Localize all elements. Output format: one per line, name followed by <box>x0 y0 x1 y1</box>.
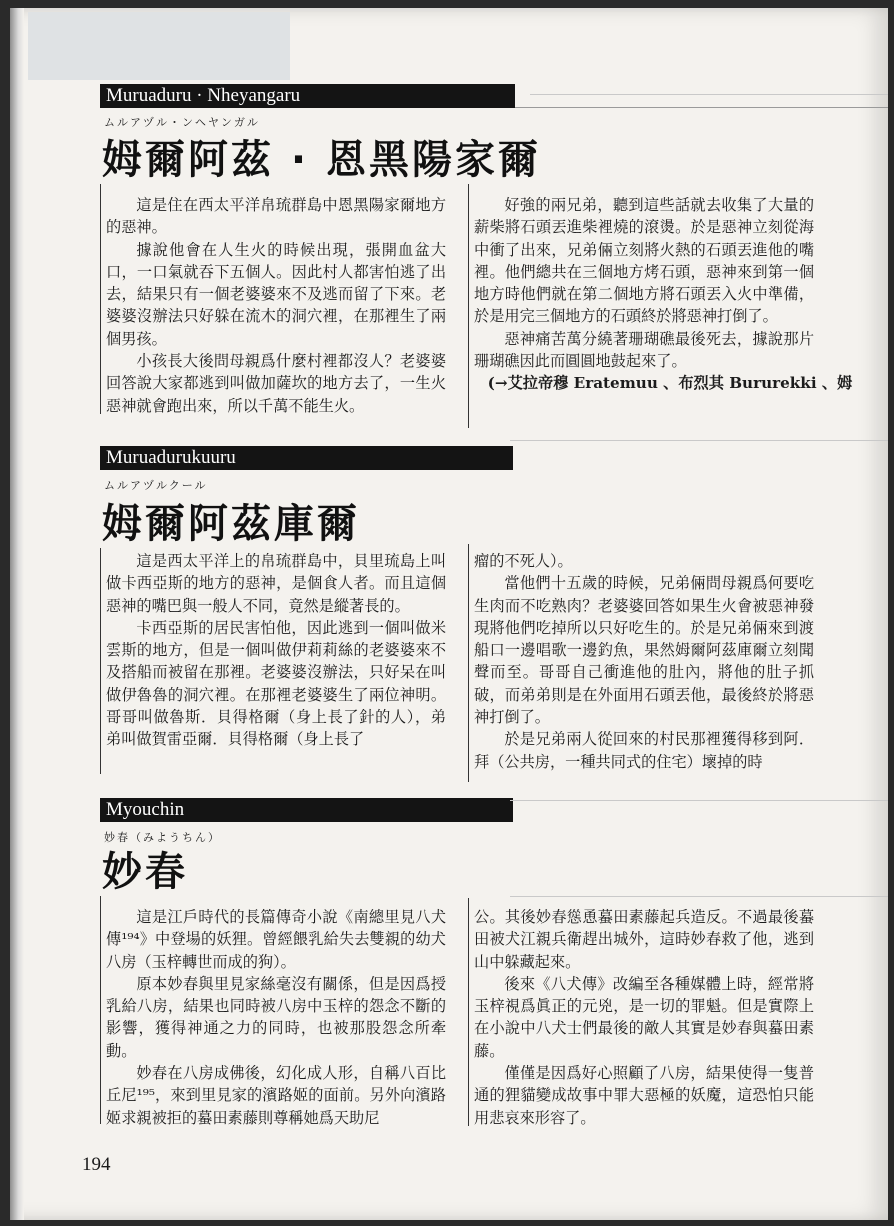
paragraph: 當他們十五歲的時候，兄弟倆問母親爲何要吃生肉而不吃熟肉？老婆婆回答如果生火會被惡神發現將他們吃掉所以只好吃生的。於是兄弟倆來到渡船口一邊唱歌一邊釣魚，果然姆爾阿茲庫爾立刻聞聲而至。哥哥自己衝進他的肚內，將他的肚子抓破，而弟弟則是在外面用石頭丟他，最後終於將惡神打倒了。 <box>474 574 814 727</box>
book-spine-shadow <box>10 8 24 1220</box>
entry-title: 姆爾阿茲庫爾 <box>102 501 360 547</box>
column-rule <box>100 896 101 1124</box>
entry-right-column <box>474 550 814 773</box>
entry-muruaduru-nheyangaru <box>82 84 888 434</box>
paragraph: 這是江戶時代的長篇傳奇小說《南總里見八犬傳¹⁹⁴》中登場的妖狸。曾經餵乳給失去雙親的幼犬八房（玉梓轉世而成的狗）。 <box>106 908 446 971</box>
paragraph: 這是住在西太平洋帛琉群島中恩黑陽家爾地方的惡神。 <box>106 196 446 237</box>
paragraph: 公。其後妙春慫恿蟇田素藤起兵造反。不過最後蟇田被犬江親兵衛趕出城外，這時妙春救了他，逃到山中躲藏起來。 <box>474 908 814 971</box>
paragraph: 瘤的不死人）。 <box>474 552 573 570</box>
entry-kana-reading: ムルアヅルクール <box>104 479 208 492</box>
cross-reference: (→艾拉帝穆 Eratemuu 、布烈其 Bururekki 、姆 <box>487 374 853 393</box>
entry-title: 姆爾阿茲 · 恩黑陽家爾 <box>102 137 542 183</box>
entry-right-column <box>474 906 814 1129</box>
entry-romanized-heading: Muruaduru · Nheyangaru <box>100 84 515 108</box>
column-divider <box>468 898 469 1126</box>
page-header-tab <box>28 12 290 80</box>
column-rule <box>100 184 101 414</box>
entry-romanized-heading: Myouchin <box>100 798 513 822</box>
entry-romanized-heading: Muruadurukuuru <box>100 446 513 470</box>
column-divider <box>468 544 469 782</box>
entry-muruadurukuuru <box>82 436 888 786</box>
paragraph: 小孩長大後問母親爲什麼村裡都沒人？老婆婆回答說大家都逃到叫做加薩坎的地方去了，一生火惡神就會跑出來，所以千萬不能生火。 <box>106 352 446 415</box>
section-divider <box>530 94 888 95</box>
paragraph: 惡神痛苦萬分繞著珊瑚礁最後死去，據說那片珊瑚礁因此而圓圓地鼓起來了。 <box>474 329 814 371</box>
paragraph: 原本妙春與里見家絲毫沒有關係，但是因爲授乳給八房，結果也同時被八房中玉梓的怨念不斷的影響，獲得神通之力的同時，也被那股怨念所牽動。 <box>106 974 446 1060</box>
paragraph: 卡西亞斯的居民害怕他，因此逃到一個叫做米雲斯的地方，但是一個叫做伊莉莉絲的老婆婆來不及搭船而被留在那裡。老婆婆沒辦法，只好呆在叫做伊魯魯的洞穴裡。在那裡老婆婆生了兩位神明。哥哥叫做魯斯．貝得格爾（身上長了針的人），弟弟叫做賀雷亞爾．貝得格爾（身上長了 <box>106 618 446 749</box>
entry-left-column <box>106 194 446 417</box>
paragraph: 後來《八犬傳》改編至各種媒體上時，經常將玉梓視爲眞正的元兇，是一切的罪魁。但是實際上在小說中八犬士們最後的敵人其實是妙春與蟇田素藤。 <box>474 974 814 1060</box>
column-rule <box>100 548 101 774</box>
paragraph: 於是兄弟兩人從回來的村民那裡獲得移到阿．拜（公共房，一種共同式的住宅）壞掉的時 <box>474 730 814 771</box>
entry-myouchin <box>82 790 888 1140</box>
entry-right-column <box>474 194 853 395</box>
paragraph: 僅僅是因爲好心照顧了八房，結果使得一隻普通的狸貓變成故事中罪大惡極的妖魔，這恐怕只能用悲哀來形容了。 <box>474 1064 814 1127</box>
entry-left-column <box>106 906 446 1129</box>
paragraph: 據說他會在人生火的時候出現，張開血盆大口，一口氣就吞下五個人。因此村人都害怕逃了出去，結果只有一個老婆婆來不及逃而留了下來。老婆婆沒辦法只好躲在流木的洞穴裡，在那裡生了兩個男孩。 <box>106 240 446 348</box>
entry-left-column <box>106 550 446 751</box>
book-page <box>10 8 888 1220</box>
entry-kana-reading: 妙春（みようちん） <box>104 831 221 844</box>
column-divider <box>468 184 469 428</box>
heading-rule <box>515 107 888 108</box>
page-number: 194 <box>82 1154 111 1175</box>
paragraph: 妙春在八房成佛後，幻化成人形，自稱八百比丘尼¹⁹⁵，來到里見家的濱路姬的面前。另外向濱路姬求親被拒的蟇田素藤則尊稱她爲天助尼 <box>106 1064 446 1127</box>
entry-kana-reading: ムルアヅル・ンヘヤンガル <box>104 116 260 129</box>
section-divider <box>510 440 888 441</box>
paragraph: 好強的兩兄弟，聽到這些話就去收集了大量的薪柴將石頭丟進柴裡燒的滾燙。於是惡神立刻從海中衝了出來，兄弟倆立刻將火熱的石頭丟進他的嘴裡。他們總共在三個地方烤石頭，惡神來到第一個地方時他們就在第二個地方將石頭丟入火中準備，於是用完三個地方的石頭終於將惡神打倒了。 <box>474 196 814 326</box>
section-divider <box>510 896 888 897</box>
entry-title: 妙春 <box>102 849 188 895</box>
section-divider <box>510 800 888 801</box>
paragraph: 這是西太平洋上的帛琉群島中，貝里琉島上叫做卡西亞斯的地方的惡神，是個食人者。而且這個惡神的嘴巴與一般人不同，竟然是縱著長的。 <box>106 552 446 615</box>
